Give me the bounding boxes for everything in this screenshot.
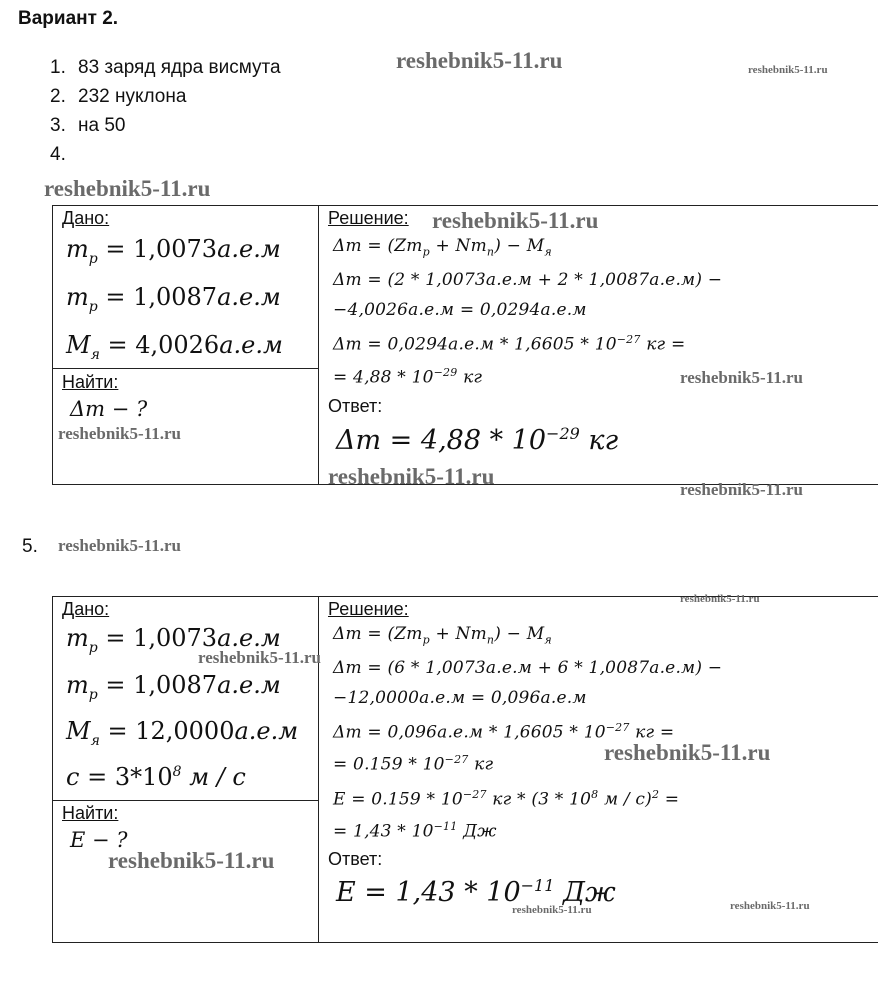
given-line: $c = 3*10^8$ м / с [66,763,246,791]
solution-header: Решение: [328,599,409,619]
solution-line: $\Delta m = (Zm_p + Nm_n) - M_я$ [333,624,552,647]
watermark: reshebnik5-11.ru [44,176,211,201]
answer-text: 83 заряд ядра висмута [78,57,281,78]
solution-line: $E = 0.159 * 10^{-27}$ кг * ($3 * 10^8$ м / с)$^2$ = [333,788,680,810]
answer-value: $\Delta m = 4,88 * 10^{-29}$ кг [336,424,619,456]
answer-text: 232 нуклона [78,86,187,107]
given-line: $M_я = 12,0000а.е.м$ [66,717,299,749]
given-line: $m_p = 1,0087а.е.м$ [66,671,281,703]
table-border-top [52,205,878,206]
find-value: Δm − ? [70,397,148,421]
answer-value: $E = 1,43 * 10^{-11}$ Дж [336,876,616,908]
solution-line: Δm = (6 * 1,0073а.е.м + 6 * 1,0087а.е.м) − [333,658,723,678]
solution-line: $\Delta m = 0,0294а.е.м * 1,6605 * 10^{-27}$ кг = [333,333,686,355]
answer-item-1 [50,57,281,79]
solution-line: = $1,43 * 10^{-11}$ Дж [333,820,497,842]
table-divider [318,205,319,485]
answer-item-4 [50,144,78,166]
find-header: Найти: [62,803,119,823]
watermark: reshebnik5-11.ru [512,904,592,916]
table-border-left [52,596,53,943]
watermark: reshebnik5-11.ru [748,64,828,76]
watermark: reshebnik5-11.ru [432,208,599,233]
watermark: reshebnik5-11.ru [680,480,803,499]
answer-number: 3. [50,115,66,136]
solution-line: $\Delta m = 0,096а.е.м * 1,6605 * 10^{-27}$ кг = [333,721,675,743]
answer-item-3 [50,115,125,137]
table-border-left [52,205,53,485]
watermark: reshebnik5-11.ru [58,536,181,555]
solution-header: Решение: [328,208,409,228]
find-header: Найти: [62,372,119,392]
watermark: reshebnik5-11.ru [604,740,771,765]
find-value: E − ? [70,828,128,852]
given-header: Дано: [62,599,110,619]
answer-item-2 [50,86,186,108]
answer-label: Ответ: [328,396,383,416]
solution-line: $\Delta m = (Zm_p + Nm_n) - M_я$ [333,236,552,259]
answer-label: Ответ: [328,849,383,869]
watermark: reshebnik5-11.ru [198,648,321,667]
answer-number: 4. [50,144,66,165]
watermark: reshebnik5-11.ru [108,848,275,873]
watermark: reshebnik5-11.ru [730,900,810,912]
given-line: $m_p = 1,0073а.е.м$ [66,235,281,267]
answer-number: 2. [50,86,66,107]
answer-number: 1. [50,57,66,78]
watermark: reshebnik5-11.ru [328,464,495,489]
solution-line: −4,0026а.е.м = 0,0294а.е.м [333,300,587,320]
page-title: Вариант 2. [18,8,119,29]
given-find-divider [52,800,318,801]
solution-line: = $0.159 * 10^{-27}$ кг [333,753,494,775]
given-line: $m_p = 1,0087а.е.м$ [66,283,281,315]
given-line: $m_p = 1,0073а.е.м$ [66,624,281,656]
solution-line: Δm = (2 * 1,0073а.е.м + 2 * 1,0087а.е.м) − [333,270,723,290]
solution-line: = $4,88 * 10^{-29}$ кг [333,366,483,388]
given-line: $M_я = 4,0026а.е.м$ [66,331,283,363]
watermark: reshebnik5-11.ru [680,593,760,605]
given-find-divider [52,368,318,369]
watermark: reshebnik5-11.ru [396,48,563,73]
task5-number: 5. [22,536,38,557]
answer-text: на 50 [78,115,126,136]
watermark: reshebnik5-11.ru [58,424,181,443]
table-border-bottom [52,942,878,943]
given-header: Дано: [62,208,110,228]
solution-line: −12,0000а.е.м = 0,096а.е.м [333,688,587,708]
watermark: reshebnik5-11.ru [680,368,803,387]
